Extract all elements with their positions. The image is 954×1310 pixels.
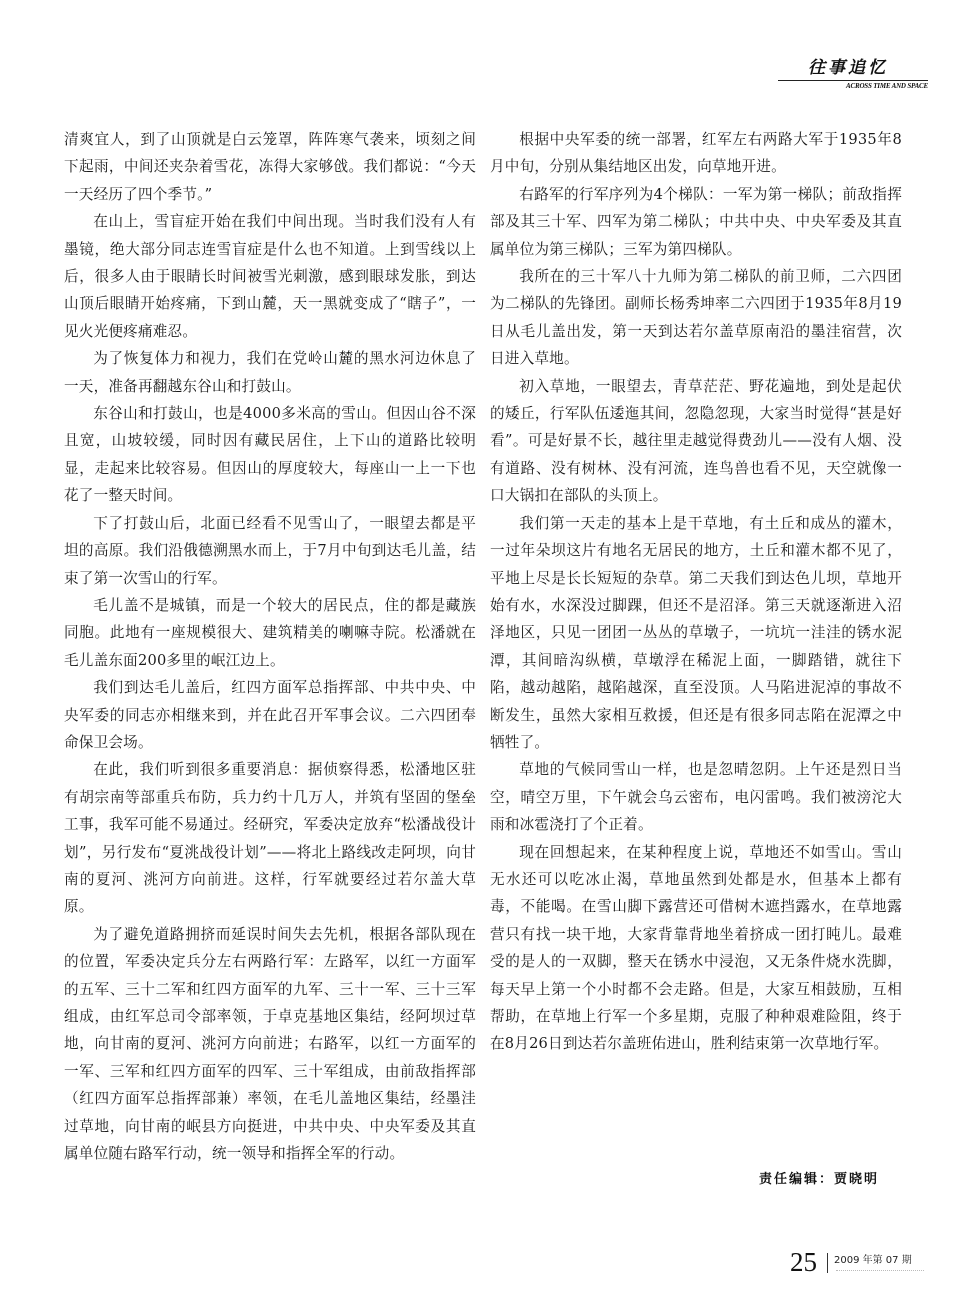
paragraph: 为了避免道路拥挤而延误时间失去先机，根据各部队现在的位置，军委决定兵分左右两路行军：左路军，以红一方面军的五军、三十二军和红四方面军的九军、三十一军、三十三军组成，由红军总司令部率领，于卓克基地区集结，经阿坝过草地，向甘南的夏河、洮河方向前进；右路军，以红一方面军的一军、三军和红四方面军的四军、三十军组成，由前敌指挥部（红四方面军总指挥部兼）率领，在毛儿盖地区集结，经墨洼过草地，向甘南的岷县方向挺进，中共中央、中央军委及其直属单位随右路军行动，统一领导和指挥全军的行动。: [64, 925, 476, 1163]
paragraph: 清爽宜人，到了山顶就是白云笼罩，阵阵寒气袭来，顷刻之间下起雨，中间还夹杂着雪花，冻得大家够戗。我们都说：“今天一天经历了四个季节。”: [64, 131, 476, 203]
left-column: [64, 126, 476, 1167]
section-title: 往事追忆: [808, 58, 888, 78]
header-divider: [778, 80, 928, 81]
editor-credit: 责任编辑：贾晓明: [758, 1172, 879, 1187]
paragraph: 初入草地，一眼望去，青草茫茫、野花遍地，到处是起伏的矮丘，行军队伍逶迤其间，忽隐忽现，大家当时觉得“甚是好看”。可是好景不长，越往里走越觉得费劲儿——没有人烟、没有道路、没有树林、没有河流，连鸟兽也看不见，天空就像一口大锅扣在部队的头顶上。: [490, 377, 902, 505]
paragraph: 我所在的三十军八十九师为第二梯队的前卫师，二六四团为二梯队的先锋团。副师长杨秀坤率二六四团于1935年8月19日从毛儿盖出发，第一天到达若尔盖草原南沿的墨洼宿营，次日进入草地。: [490, 268, 902, 368]
issue-label: 2009 年第 07 期: [834, 1255, 912, 1266]
paragraph: 现在回想起来，在某种程度上说，草地还不如雪山。雪山无水还可以吃冰止渴，草地虽然到处都是水，但基本上都有毒，不能喝。在雪山脚下露营还可借树木遮挡露水，在草地露营只有找一块干地，大家背靠背地坐着挤成一团打盹儿。最难受的是人的一双脚，整天在锈水中浸泡，又无条件烧水洗脚，每天早上第一个小时都不会走路。但是，大家互相鼓励，互相帮助，在草地上行军一个多星期，克服了种种艰难险阻，终于在8月26日到达若尔盖班佑进山，胜利结束第一次草地行军。: [490, 843, 902, 1053]
footer-divider: [827, 1253, 828, 1273]
paragraph: 我们到达毛儿盖后，红四方面军总指挥部、中共中央、中央军委的同志亦相继来到，并在此召开军事会议。二六四团奉命保卫会场。: [64, 679, 476, 751]
paragraph: 草地的气候同雪山一样，也是忽晴忽阴。上午还是烈日当空，晴空万里，下午就会乌云密布，电闪雷鸣。我们被滂沱大雨和冰雹浇打了个正着。: [490, 761, 902, 834]
paragraph: 下了打鼓山后，北面已经看不见雪山了，一眼望去都是平坦的高原。我们沿俄德溯黑水而上，于7月中旬到达毛儿盖，结束了第一次雪山的行军。: [64, 514, 476, 587]
paragraph: 在此，我们听到很多重要消息：据侦察得悉，松潘地区驻有胡宗南等部重兵布防，兵力约十几万人，并筑有坚固的堡垒工事，我军可能不易通过。经研究，军委决定放弃“松潘战役计划”，另行发布“夏洮战役计划”——将北上路线改走阿坝，向甘南的夏河、洮河方向前进。这样，行军就要经过若尔盖大草原。: [64, 761, 476, 916]
paragraph: 根据中央军委的统一部署，红军左右两路大军于1935年8月中旬，分别从集结地区出发，向草地开进。: [490, 131, 902, 176]
page-number: 25: [790, 1247, 817, 1277]
paragraph: 东谷山和打鼓山，也是4000多米高的雪山。但因山谷不深且宽，山坡较缓，同时因有藏民居住，上下山的道路比较明显，走起来比较容易。但因山的厚度较大，每座山一上一下也花了一整天时间。: [64, 405, 476, 505]
section-subtitle: ACROSS TIME AND SPACE: [846, 82, 928, 90]
issue-underline: [836, 1270, 924, 1273]
paragraph: 在山上，雪盲症开始在我们中间出现。当时我们没有人有墨镜，绝大部分同志连雪盲症是什么也不知道。上到雪线以上后，很多人由于眼睛长时间被雪光刺激，感到眼球发胀，到达山顶后眼睛开始疼痛，下到山麓，天一黑就变成了“瞎子”，一见火光便疼痛难忍。: [64, 213, 476, 340]
paragraph: 为了恢复体力和视力，我们在党岭山麓的黑水河边休息了一天，准备再翻越东谷山和打鼓山。: [64, 350, 476, 395]
paragraph: 毛儿盖不是城镇，而是一个较大的居民点，住的都是藏族同胞。此地有一座规模很大、建筑精美的喇嘛寺院。松潘就在毛儿盖东面200多里的岷江边上。: [64, 596, 476, 669]
paragraph: 右路军的行军序列为4个梯队：一军为第一梯队；前敌指挥部及其三十军、四军为第二梯队；中共中央、中央军委及其直属单位为第三梯队；三军为第四梯队。: [490, 185, 902, 258]
section-header: [778, 58, 928, 91]
page-footer: [790, 1244, 912, 1276]
paragraph: 我们第一天走的基本上是干草地，有土丘和成丛的灌木，一过年朵坝这片有地名无居民的地方，土丘和灌木都不见了，平地上尽是长长短短的杂草。第二天我们到达色儿坝，草地开始有水，水深没过脚踝，但还不是沼泽。第三天就逐渐进入沼泽地区，只见一团团一丛丛的草墩子，一坑坑一洼洼的锈水泥潭，其间暗沟纵横，草墩浮在稀泥上面，一脚踏错，就往下陷，越动越陷，越陷越深，直至没顶。人马陷进泥淖的事故不断发生，虽然大家相互救援，但还是有很多同志陷在泥潭之中牺牲了。: [490, 514, 902, 751]
right-column: [490, 126, 902, 1058]
